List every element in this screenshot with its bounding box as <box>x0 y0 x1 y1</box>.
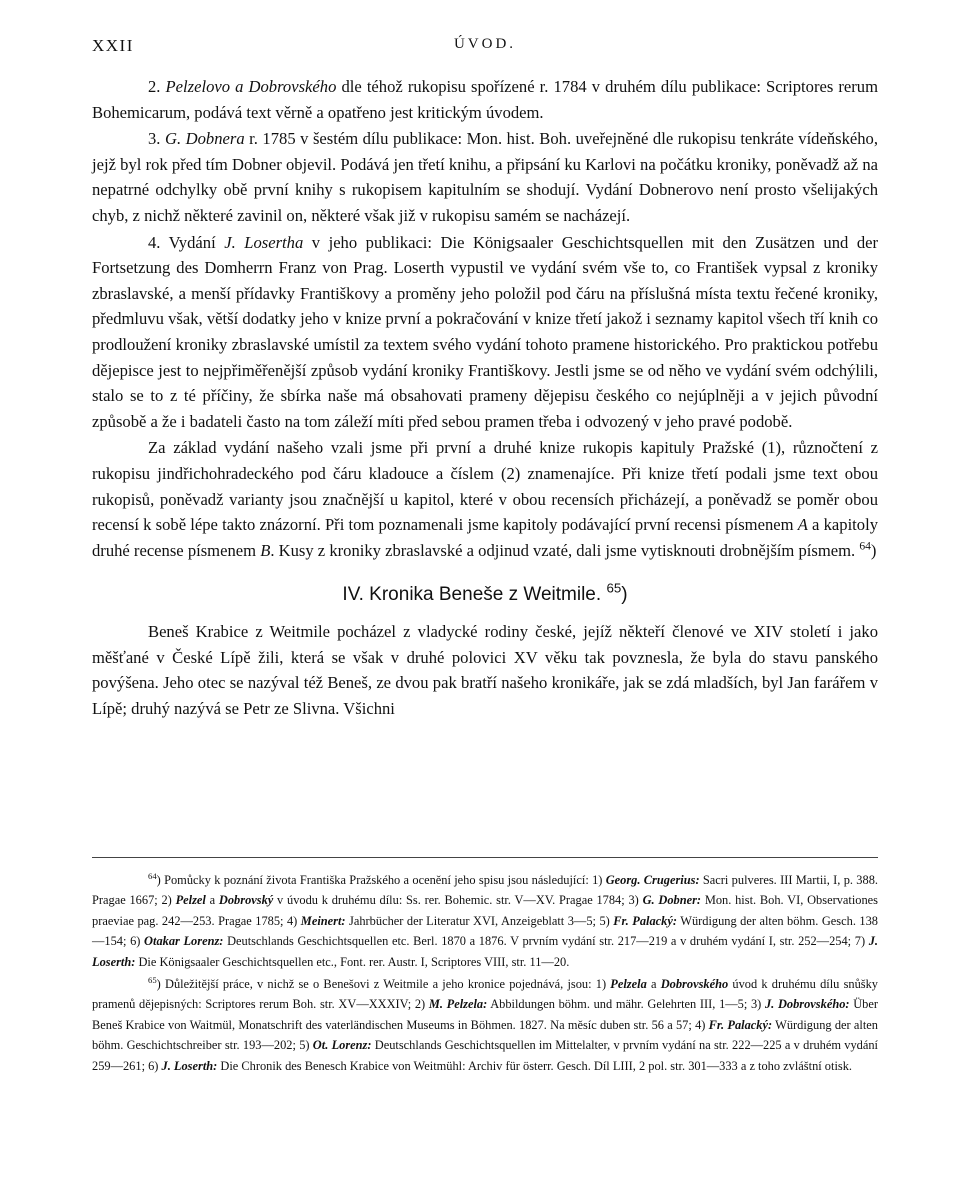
running-title: ÚVOD. <box>453 36 517 52</box>
paragraph-edition-loserth: 4. Vydání J. Losertha v jeho publikaci: Die Königsaaler Geschichtsquellen mit den Zusätzen und der Fortsetzung des Domherrn Franz von Prag. Loserth vypustil ve vydání svém vše to, co František vypsal z kroniky zbraslavské, a menší přídavky Františkovy a proměny jeho položil pod čáru na příslušná místa textu řečené kroniky, předmluvu však, větší dodatky jeho v knize první a pokračování v knize třetí jakož i seznamy kapitol všech tří knih co prodloužení kroniky zbraslavské umístil za textem svého vydání tohoto pramene historického. Pro praktickou potřebu dějepisce jest to nejpřiměřenější způsob vydání kroniky Františkovy. Jestli jsme se od něho ve vydání svém odchýlili, stalo se to z té příčiny, že sbírka naše má obsahovati prameny dějepisu českého co nejúplněji a v jejich původní způsobě a že i badateli často na tom záleží míti před sebou pramen třeba i odvozený v jeho pravé podobě. <box>92 232 879 431</box>
letter-b: B <box>260 540 271 560</box>
letter-a: A <box>797 515 808 535</box>
section-heading: IV. Kronika Beneše z Weitmile. $^{65}$) <box>342 580 628 606</box>
page-header <box>92 36 878 60</box>
footnote-ref-64[interactable]: 64 <box>859 539 871 553</box>
paragraph-benes-intro: Beneš Krabice z Weitmile pocházel z vladycké rodiny české, jejíž někteří členové ve XIV století i jako měšťané v České Lípě žili, která se však v druhé polovici XV věku tak povznesla, že byla do stavu panského povýšena. Jeho otec se nazýval též Beneš, ze dvou pak bratří našeho kronikáře, jak se zdá mladších, byl Jan farářem v Lípě; druhý nazývá se Petr ze Slivna. Všichni <box>92 622 878 719</box>
footnote-divider <box>92 857 878 858</box>
footnote-65: $^{65}$) Důležitější práce, v nichž se o Benešovi z Weitmile a jeho kronice pojednává, jsou: 1) Pelzela a Dobrovského úvod k druhému dílu snůšky pramenů dějepisných: Scriptores rerum Boh. str. XV—XXXIV; 2) M. Pelzela: Abbildungen böhm. und mähr. Gelehrten III, 1—5; 3) J. Dobrovského: Über Beneš Krabice von Waitmül, Monatschrift des vaterländischen Museums in Böhmen. 1827. Na měsíc duben str. 56 a 57; 4) Fr. Palacký: Würdigung der alten böhm. Geschichtschreiber str. 193—202; 5) Ot. Lorenz: Deutschlands Geschichtsquellen im Mittelalter, v prvním vydání na str. 222—225 a v druhém vydání 259—261; 6) J. Loserth: Die Chronik des Benesch Krabice von Weitmühl: Archiv für österr. Gesch. Díl LIII, 2 pol. str. 301—333 a z toho zvláštní otisk. <box>92 974 878 1073</box>
author-name: Pelzelovo a Dobrovského <box>165 77 337 96</box>
paragraph-edition-basis: Za základ vydání našeho vzali jsme při první a druhé knize rukopis kapituly Pražské (1), různočtení z rukopisu jindřichohradeckého pod čáru kladouce a číslem (2) znamenajíce. Při knize třetí podali jsme text obou rukopisů, poněvadž varianty jsou značnější u kapitol, které v obou recensích přicházejí, a poněvadž se poměr obou recensí k sobě lépe takto znázorní. Při tom poznamenali jsme kapitoly podávající první recensi písmenem A a kapitoly druhé recense písmenem B. Kusy z kroniky zbraslavské a odjinud vzaté, dali jsme vytisknouti drobnějším písmem. $^{64}$) <box>92 438 878 560</box>
footnote-64: $^{64}$) Pomůcky k poznání života Františka Pražského a ocenění jeho spisu jsou následující: 1) Georg. Crugerius: Sacri pulveres. III Martii, I, p. 388. Pragae 1667; 2) Pelzel a Dobrovský v úvodu k druhému dílu: Ss. rer. Bohemic. str. V—XV. Pragae 1784; 3) G. Dobner: Mon. hist. Boh. VI, Observationes praeviae pag. 242—253. Pragae 1785; 4) Meinert: Jahrbücher der Literatur XVI, Anzeigeblatt 3—5; 5) Fr. Palacký: Würdigung der alten böhm. Gesch. 138—154; 6) Otakar Lorenz: Deutschlands Geschichtsquellen etc. Berl. 1870 a 1876. V prvním vydání str. 217—219 a v druhém vydání I, str. 252—254; 7) J. Loserth: Die Königsaaler Geschichtsquellen etc., Font. rer. Austr. I, Scriptores VIII, str. 11—20. <box>92 870 879 969</box>
paragraph-edition-pelzel: 2. Pelzelovo a Dobrovského dle téhož rukopisu spořízené r. 1784 v druhém dílu publikace: Scriptores rerum Bohemicarum, podává text věrně a opatřeno jest kritickým úvodem. <box>92 77 878 122</box>
author-name: J. Losertha <box>224 232 304 252</box>
author-name: G. Dobnera <box>164 129 245 149</box>
page-number: XXII <box>92 36 134 55</box>
paragraph-edition-dobner: 3. G. Dobnera r. 1785 v šestém dílu publikace: Mon. hist. Boh. uveřejněné dle rukopisu tenkráte vídeňského, jejž byl rok před tím Dobner objevil. Podává jen třetí knihu, a připsání ku Karlovi na počátku kroniky, poněvadž až na nepatrné odchylky obě první knihy s rukopisem kapitulním se shodují. Vydání Dobnerovo není prosto všelijakých chyb, z nichž některé zavinil on, některé však již v rukopisu samém se nacházejí. <box>92 129 879 225</box>
main-text <box>92 74 878 722</box>
footnotes <box>92 870 878 1076</box>
footnote-ref-65[interactable]: 65 <box>606 580 622 596</box>
